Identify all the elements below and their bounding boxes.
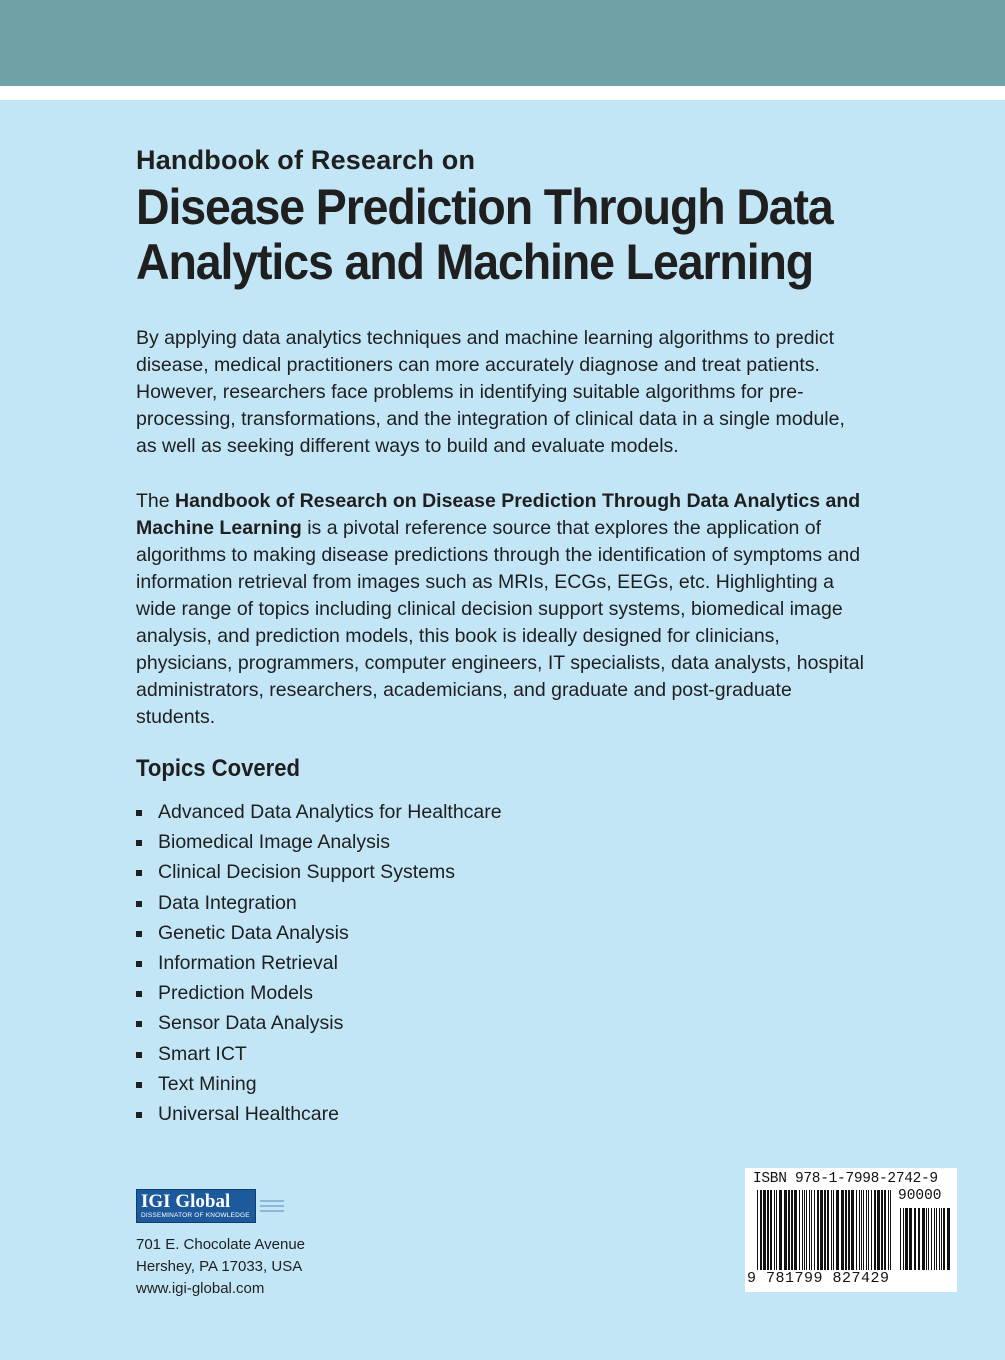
barcode-bar bbox=[799, 1190, 800, 1270]
bullet-square-icon bbox=[136, 961, 142, 967]
topic-label: Information Retrieval bbox=[158, 952, 338, 975]
bullet-square-icon bbox=[136, 991, 142, 997]
barcode-bar bbox=[909, 1208, 912, 1270]
barcode-bar bbox=[784, 1190, 787, 1270]
barcode-bar bbox=[939, 1208, 940, 1270]
topic-label: Text Mining bbox=[158, 1072, 257, 1095]
barcode-bar bbox=[866, 1190, 867, 1270]
topic-item bbox=[136, 918, 502, 948]
barcode-bar bbox=[914, 1208, 916, 1270]
barcode-bar bbox=[841, 1190, 844, 1270]
logo-tagline: DISSEMINATOR OF KNOWLEDGE bbox=[141, 1212, 250, 1219]
address-line-1: 701 E. Chocolate Avenue bbox=[136, 1236, 306, 1253]
barcode-bar bbox=[931, 1208, 932, 1270]
barcode-bar bbox=[890, 1190, 891, 1270]
isbn-label: ISBN 978-1-7998-2742-9 bbox=[753, 1171, 938, 1187]
topic-item bbox=[136, 1008, 502, 1038]
barcode-bar bbox=[871, 1190, 872, 1270]
barcode-bar bbox=[767, 1190, 769, 1270]
bullet-square-icon bbox=[136, 870, 142, 876]
ean-digits: 9 781799 827429 bbox=[747, 1270, 890, 1287]
barcode-bar bbox=[806, 1190, 807, 1270]
barcode-bar bbox=[881, 1190, 883, 1270]
topics-list bbox=[136, 797, 502, 1129]
barcode-bar bbox=[943, 1208, 945, 1270]
barcode-supplement-code: 90000 bbox=[898, 1188, 942, 1204]
bullet-square-icon bbox=[136, 1082, 142, 1088]
back-cover-content bbox=[136, 140, 866, 1126]
top-color-band bbox=[0, 0, 1005, 86]
bullet-square-icon bbox=[136, 1052, 142, 1058]
topic-label: Clinical Decision Support Systems bbox=[158, 861, 455, 884]
logo-box bbox=[136, 1189, 256, 1223]
publisher-website: www.igi-global.com bbox=[136, 1280, 265, 1297]
topic-item bbox=[136, 827, 502, 857]
barcode-bar bbox=[794, 1190, 797, 1270]
topic-label: Advanced Data Analytics for Healthcare bbox=[158, 801, 502, 823]
barcode-bar bbox=[851, 1190, 854, 1270]
paragraph-2-body: is a pivotal reference source that explores the application of algorithms to making disease predictions through the identification of symptoms and information retrieval from images such as MRIs, ECGs, EEGs, etc. Highlighting a wide range of topics including clinical decision support systems, biomedical image analysis, and prediction models, this book is ideally designed for clinicians, physicians, programmers, computer engineers, IT specialists, data analysts, hospital administrators, researchers, academicians, and graduate and post-graduate students. bbox=[136, 517, 864, 728]
topic-label: Sensor Data Analysis bbox=[158, 1012, 344, 1035]
book-title bbox=[136, 180, 880, 290]
barcode-bar bbox=[918, 1208, 920, 1270]
barcode-bar bbox=[757, 1190, 758, 1270]
barcode-bar bbox=[934, 1208, 935, 1270]
topic-item bbox=[136, 797, 502, 827]
barcode-bar bbox=[814, 1190, 815, 1270]
barcode-bar bbox=[856, 1190, 857, 1270]
topic-label: Universal Healthcare bbox=[158, 1103, 339, 1126]
barcode-bar bbox=[941, 1208, 942, 1270]
barcode-bar bbox=[888, 1190, 889, 1270]
barcode-bar bbox=[824, 1190, 826, 1270]
barcode-bar bbox=[817, 1190, 819, 1270]
barcode-bar bbox=[788, 1190, 790, 1270]
bullet-square-icon bbox=[136, 1112, 142, 1118]
book-title-line-2: Analytics and Machine Learning bbox=[136, 234, 814, 290]
topic-item bbox=[136, 888, 502, 918]
pre-title: Handbook of Research on bbox=[136, 145, 476, 175]
topic-label: Smart ICT bbox=[158, 1042, 247, 1065]
description-paragraph-2 bbox=[136, 488, 866, 731]
topic-label: Prediction Models bbox=[158, 982, 313, 1005]
logo-name: IGI Global bbox=[141, 1191, 231, 1212]
topic-label: Genetic Data Analysis bbox=[158, 921, 349, 944]
topic-item bbox=[136, 978, 502, 1008]
barcode-bar bbox=[811, 1190, 812, 1270]
barcode-bar bbox=[770, 1190, 772, 1270]
barcode-bar bbox=[874, 1190, 876, 1270]
bullet-square-icon bbox=[136, 931, 142, 937]
barcode-bar bbox=[903, 1208, 904, 1270]
barcode-bar bbox=[774, 1190, 775, 1270]
barcode-bar bbox=[845, 1190, 847, 1270]
bullet-square-icon bbox=[136, 1021, 142, 1027]
barcode-bar bbox=[859, 1190, 860, 1270]
barcode-bar bbox=[863, 1190, 864, 1270]
barcode-bar bbox=[836, 1190, 839, 1270]
barcode-bar bbox=[868, 1190, 869, 1270]
barcode-bar bbox=[763, 1190, 766, 1270]
barcode-bar bbox=[861, 1190, 862, 1270]
barcode-bar bbox=[831, 1190, 832, 1270]
barcode-bar bbox=[877, 1190, 880, 1270]
barcode-bar bbox=[804, 1190, 805, 1270]
barcode-bar bbox=[905, 1208, 908, 1270]
barcode-bar bbox=[791, 1190, 793, 1270]
topic-item bbox=[136, 1099, 502, 1129]
barcode-bar bbox=[900, 1208, 901, 1270]
barcode-bar bbox=[809, 1190, 810, 1270]
topic-item bbox=[136, 1069, 502, 1099]
book-title-line-1: Disease Prediction Through Data bbox=[136, 179, 833, 235]
logo-speed-lines-icon bbox=[260, 1200, 284, 1212]
barcode-bar bbox=[827, 1190, 829, 1270]
barcode-bar bbox=[926, 1208, 927, 1270]
barcode-bar bbox=[947, 1208, 950, 1270]
barcode-bar bbox=[928, 1208, 929, 1270]
barcode-bar bbox=[833, 1190, 834, 1270]
topic-item bbox=[136, 857, 502, 887]
barcode-bar bbox=[802, 1190, 803, 1270]
topic-item bbox=[136, 948, 502, 978]
igi-global-logo bbox=[136, 1188, 436, 1224]
publisher-block bbox=[136, 1188, 436, 1300]
publisher-address bbox=[136, 1234, 436, 1300]
barcode-bar bbox=[848, 1190, 850, 1270]
isbn-barcode bbox=[745, 1168, 957, 1292]
topic-label: Data Integration bbox=[158, 891, 297, 914]
barcode-bar bbox=[760, 1190, 762, 1270]
description-paragraph-1: By applying data analytics techniques and machine learning algorithms to predict disease, medical practitioners can more accurately diagnose and treat patients. However, researchers face problems in identifying suitable algorithms for pre-processing, transformations, and the integration of clinical data in a single module, as well as seeking different ways to build and evaluate models. bbox=[136, 327, 845, 457]
bullet-square-icon bbox=[136, 901, 142, 907]
topic-label: Biomedical Image Analysis bbox=[158, 831, 390, 854]
barcode-bar bbox=[820, 1190, 823, 1270]
paragraph-2-book-title: Handbook of Research on Disease Prediction Through Data Analytics and Machine Learning bbox=[136, 490, 861, 539]
bullet-square-icon bbox=[136, 810, 142, 816]
paragraph-2-lead: The bbox=[136, 490, 176, 512]
barcode-bar bbox=[936, 1208, 937, 1270]
bullet-square-icon bbox=[136, 840, 142, 846]
topics-heading: Topics Covered bbox=[136, 755, 301, 782]
barcode-bar bbox=[884, 1190, 886, 1270]
top-white-rule bbox=[0, 86, 1005, 100]
barcode-bar bbox=[922, 1208, 925, 1270]
topic-item bbox=[136, 1039, 502, 1069]
address-line-2: Hershey, PA 17033, USA bbox=[136, 1258, 303, 1275]
barcode-bar bbox=[776, 1190, 777, 1270]
barcode-bar bbox=[779, 1190, 782, 1270]
